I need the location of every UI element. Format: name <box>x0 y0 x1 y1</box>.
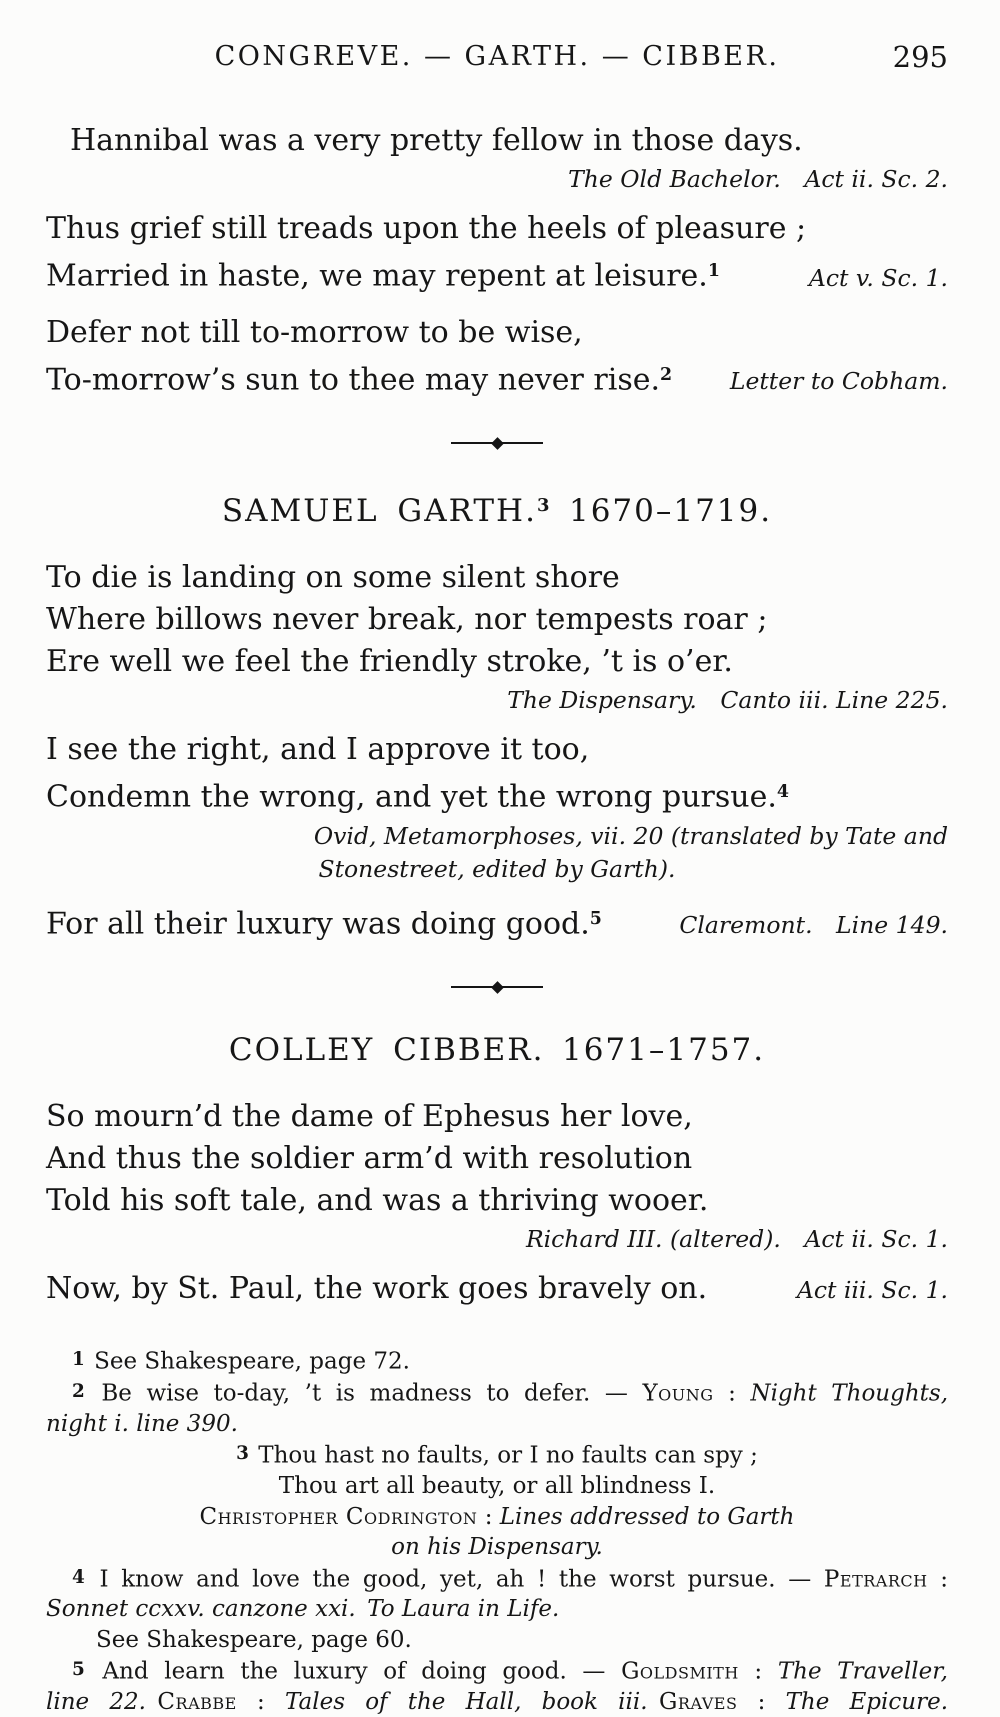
superscript-marker: 4 <box>776 782 789 802</box>
text-segment: And learn the luxury of doing good. — <box>86 1658 622 1685</box>
text-segment: See Shakespeare, page 60. <box>96 1626 412 1653</box>
quote-text <box>46 354 672 402</box>
text-segment: The Dispensary. Canto iii. Line 225. <box>507 686 948 714</box>
text-segment: See Shakespeare, page 72. <box>86 1348 410 1375</box>
text-segment: Hannibal was a very pretty fellow in those days. <box>70 123 803 158</box>
text-segment: Claremont. Line 149. <box>679 911 948 940</box>
quote-cibber-st-paul <box>46 1268 948 1311</box>
text-segment: To Laura in Life. <box>367 1596 560 1623</box>
text-segment: Married in haste, we may repent at leisure. <box>46 258 708 294</box>
text-segment: Tales of the Hall, book iii. <box>284 1689 648 1716</box>
text-segment: The Traveller, <box>777 1658 948 1685</box>
text-segment: Condemn the wrong, and yet the wrong pursue. <box>46 779 777 815</box>
text-segment: For all their luxury was doing good. <box>46 906 590 942</box>
text-segment: (translated by Tate and <box>670 821 948 850</box>
attribution-line <box>46 852 948 885</box>
text-segment: COLLEY CIBBER. 1671–1757. <box>228 1032 766 1069</box>
superscript-marker: 1 <box>707 261 720 281</box>
page-number: 295 <box>892 40 948 74</box>
footnote-3 <box>46 1439 948 1562</box>
text-segment: And thus the soldier arm’d with resolution <box>46 1141 693 1177</box>
superscript-marker: 5 <box>589 908 602 929</box>
text-segment: Petrarch <box>823 1565 928 1592</box>
superscript-marker: 3 <box>536 495 552 517</box>
footnote-marker: 1 <box>72 1349 85 1371</box>
footnote-line <box>46 1409 948 1440</box>
text-segment: Young <box>642 1380 714 1407</box>
quote-garth-see-the-right <box>46 729 948 885</box>
footnote-marker: 4 <box>72 1566 85 1588</box>
text-segment: SAMUEL GARTH. <box>221 493 537 529</box>
footnotes <box>46 1345 948 1717</box>
text-segment <box>356 1596 368 1622</box>
footnote-line <box>46 1502 948 1533</box>
text-segment <box>648 1689 660 1715</box>
heading-colley-cibber <box>46 1032 948 1068</box>
footnote-marker: 3 <box>236 1443 249 1465</box>
text-segment: Told his soft tale, and was a thriving wooer. <box>46 1183 709 1219</box>
footnote-line <box>46 1563 948 1595</box>
text-segment: To-morrow’s sun to thee may never rise. <box>46 362 661 398</box>
quote-line <box>46 729 948 771</box>
footnote-2 <box>46 1377 948 1439</box>
text-segment: : <box>477 1503 500 1530</box>
quote-line <box>46 771 948 819</box>
text-segment: Richard III. (altered). Act ii. Sc. 1. <box>525 1225 948 1254</box>
page-header <box>46 40 948 74</box>
attribution-line <box>46 819 948 852</box>
quote-garth-luxury <box>46 898 948 947</box>
attribution-line <box>46 683 948 716</box>
quote-text <box>46 1268 707 1310</box>
attribution-line <box>46 1222 948 1255</box>
text-segment: Where billows never break, nor tempests roar ; <box>46 602 768 637</box>
text-segment: Ovid, Metamorphoses, vii. 20 <box>313 821 671 850</box>
quote-line <box>46 354 948 403</box>
text-segment: Night Thoughts, <box>750 1380 949 1407</box>
text-segment: Thus grief still treads upon the heels of pleasure ; <box>46 211 807 246</box>
text-segment: The Old Bachelor. Act ii. Sc. 2. <box>568 165 948 193</box>
text-segment: Goldsmith <box>621 1658 739 1685</box>
footnote-line <box>46 1471 948 1502</box>
footnote-line <box>46 1625 948 1656</box>
attribution <box>679 904 948 946</box>
section-divider-1 <box>451 436 543 450</box>
divider-diamond-icon <box>491 437 504 450</box>
text-segment: Act iii. Sc. 1. <box>796 1276 948 1305</box>
section-divider-2 <box>451 980 543 994</box>
quote-line <box>46 208 948 250</box>
quote-line <box>46 641 948 683</box>
text-segment: To die is landing on some silent shore <box>46 560 620 595</box>
quote-line <box>46 599 948 641</box>
attribution <box>797 1269 948 1311</box>
divider-line <box>501 986 544 989</box>
divider-line <box>501 442 544 445</box>
text-segment: The Epicure. <box>785 1689 949 1716</box>
quote-line <box>46 120 948 162</box>
heading-samuel-garth <box>46 488 948 529</box>
attribution <box>507 686 948 714</box>
footnote-4 <box>46 1563 948 1656</box>
quote-garth-to-die <box>46 557 948 716</box>
superscript-marker: 2 <box>660 364 673 385</box>
text-segment: Letter to Cobham. <box>729 367 948 396</box>
divider-line <box>451 986 494 989</box>
footnote-line <box>46 1439 948 1471</box>
quote-line <box>46 1180 948 1222</box>
attribution <box>809 257 948 299</box>
text-segment: Now, by St. Paul, the work goes bravely on. <box>46 1271 708 1307</box>
text-segment: Crabbe <box>157 1689 237 1716</box>
text-segment: : <box>713 1380 751 1407</box>
footnote-line <box>46 1345 948 1377</box>
text-segment: Christopher Codrington <box>199 1503 478 1530</box>
footnote-line <box>46 1377 948 1409</box>
text-segment: Graves <box>659 1689 738 1716</box>
attribution <box>318 855 675 883</box>
text-segment: Act v. Sc. 1. <box>808 263 948 292</box>
text-segment: I see the right, and I approve it too, <box>46 732 590 767</box>
text-segment: Thou hast no faults, or I no faults can spy ; <box>250 1442 758 1469</box>
text-segment: 1670–1719. <box>551 493 773 529</box>
quote-line <box>46 250 948 299</box>
text-segment: Stonestreet, edited by Garth). <box>318 854 676 883</box>
text-segment: Ere well we feel the friendly stroke, ’t is o’er. <box>46 644 733 679</box>
text-segment: I know and love the good, yet, ah ! the worst pursue. — <box>86 1565 824 1592</box>
footnote-line <box>46 1655 948 1687</box>
quote-cibber-ephesus <box>46 1096 948 1255</box>
text-segment: : <box>927 1565 949 1592</box>
text-segment: Thou art all beauty, or all blindness I. <box>278 1473 716 1500</box>
quote-line <box>46 1138 948 1180</box>
running-head: CONGREVE. — GARTH. — CIBBER. <box>214 41 780 72</box>
text-segment: Sonnet ccxxv. canzone xxi. <box>46 1596 356 1623</box>
page-body <box>46 120 948 1717</box>
footnote-5 <box>46 1655 948 1717</box>
quote-congreve-grief <box>46 208 948 299</box>
text-segment: Be wise to-day, ’t is madness to defer. — <box>86 1380 643 1407</box>
footnote-line <box>46 1532 948 1563</box>
attribution <box>730 360 948 402</box>
footnote-marker: 5 <box>72 1659 85 1681</box>
quote-line <box>46 1096 948 1138</box>
footnote-marker: 2 <box>72 1380 85 1402</box>
quote-line <box>46 1268 948 1311</box>
text-segment: on his Dispensary. <box>391 1534 603 1561</box>
footnote-line <box>46 1687 948 1717</box>
divider-diamond-icon <box>491 981 504 994</box>
attribution <box>314 822 948 850</box>
text-segment: : <box>738 1658 778 1685</box>
attribution <box>526 1225 948 1253</box>
text-segment: : <box>236 1689 285 1716</box>
text-segment: : <box>737 1689 786 1716</box>
attribution <box>568 165 948 193</box>
text-segment: night i. line 390. <box>46 1410 238 1437</box>
divider-line <box>451 442 494 445</box>
footnote-line <box>46 1594 948 1625</box>
quote-text <box>46 898 602 946</box>
quote-congreve-defer <box>46 312 948 403</box>
quote-line <box>46 312 948 354</box>
text-segment: Lines addressed to Garth <box>499 1503 795 1530</box>
quote-text <box>46 250 720 298</box>
attribution-line <box>46 162 948 195</box>
text-segment <box>146 1689 158 1715</box>
text-segment: line 22. <box>46 1689 146 1716</box>
quote-congreve-hannibal <box>46 120 948 195</box>
text-segment: So mourn’d the dame of Ephesus her love, <box>46 1099 693 1135</box>
quote-line <box>46 557 948 599</box>
quote-line <box>46 898 948 947</box>
text-segment: Defer not till to-morrow to be wise, <box>46 314 583 350</box>
footnote-1 <box>46 1345 948 1377</box>
